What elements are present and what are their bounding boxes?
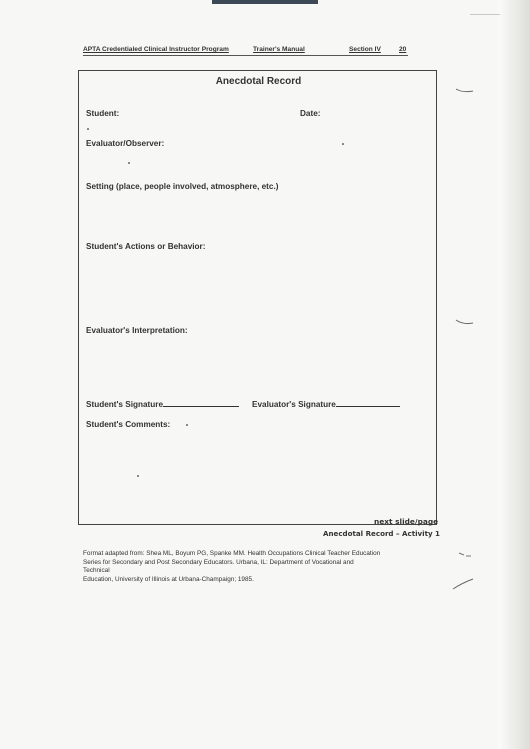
anecdotal-record-form	[78, 70, 437, 525]
evaluator-signature-line[interactable]	[336, 406, 400, 407]
header-program: APTA Credentialed Clinical Instructor Program	[83, 46, 229, 53]
student-signature-label: Student's Signature	[86, 400, 164, 409]
scan-binding-bar	[212, 0, 318, 4]
form-title: Anecdotal Record	[215, 76, 302, 87]
scan-speck	[342, 143, 344, 145]
scan-line	[470, 14, 500, 15]
citation-line: Series for Secondary and Post Secondary Educators. Urbana, IL: Department of Vocational and	[83, 558, 354, 566]
scan-speck	[186, 424, 188, 426]
page-edge-shadow	[498, 0, 530, 749]
student-field-label: Student:	[86, 109, 120, 118]
header-section: Section IV	[349, 46, 381, 53]
header-rule	[83, 55, 408, 56]
citation-line: Education, University of Illinois at Urbana-Champaign; 1985.	[83, 575, 254, 583]
scan-speck	[128, 162, 130, 164]
citation-line: Technical	[83, 567, 110, 575]
student-signature-line[interactable]	[163, 406, 239, 407]
citation-line: Format adapted from: Shea ML, Boyum PG, Spanke MM. Health Occupations Clinical Teacher Education	[83, 550, 381, 557]
student-signature-field	[86, 400, 239, 409]
margin-mark	[455, 318, 475, 326]
setting-field-label: Setting (place, people involved, atmosphere, etc.)	[86, 182, 279, 191]
evaluator-signature-field	[252, 400, 400, 409]
header-page-number: 20	[399, 46, 407, 53]
margin-mark	[452, 577, 474, 591]
margin-mark	[455, 86, 475, 94]
citation-block	[83, 550, 438, 584]
activity-caption: Anecdotal Record – Activity 1	[323, 529, 440, 538]
evaluator-field-label: Evaluator/Observer:	[86, 139, 165, 148]
actions-field-label: Student's Actions or Behavior:	[86, 242, 206, 251]
next-slide-link[interactable]: next slide/page	[374, 517, 439, 526]
header-manual: Trainer's Manual	[253, 46, 305, 53]
margin-mark	[458, 552, 472, 558]
comments-field-label: Student's Comments:	[86, 420, 171, 429]
evaluator-signature-label: Evaluator's Signature	[252, 400, 336, 409]
interpretation-field-label: Evaluator's Interpretation:	[86, 326, 188, 335]
date-field-label: Date:	[300, 109, 321, 118]
scan-speck	[87, 128, 89, 130]
document-header	[83, 46, 413, 60]
scan-speck	[137, 475, 139, 477]
